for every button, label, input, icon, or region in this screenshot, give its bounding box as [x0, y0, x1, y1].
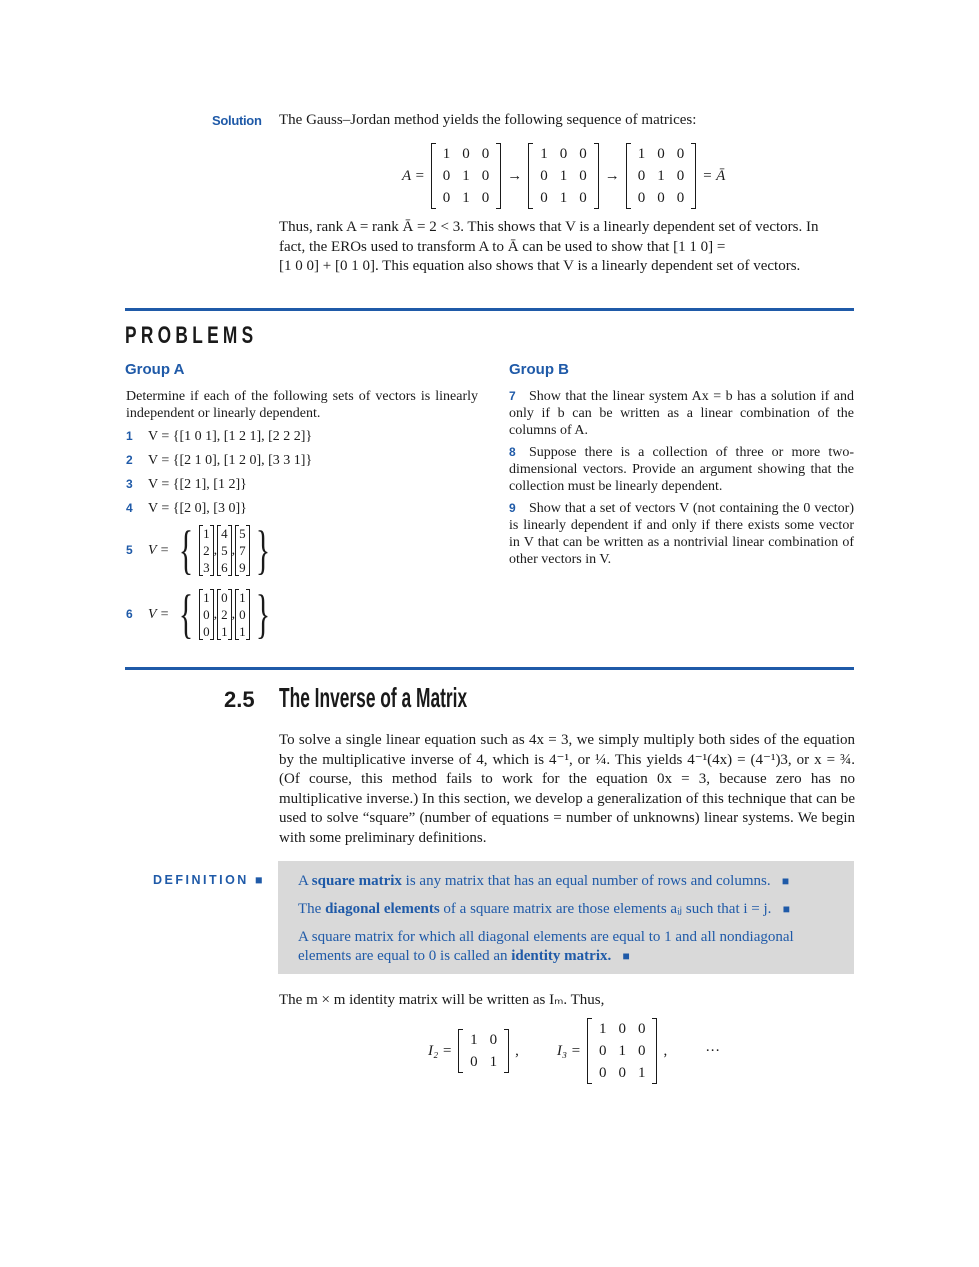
- identity-matrix-3: [587, 1018, 658, 1084]
- identity-2-cell: 1: [470, 1031, 478, 1048]
- matrix-step-2-cell: 1: [559, 189, 568, 206]
- group-a-intro: Determine if each of the following sets of vectors is linearly independent or linearly dependent.: [126, 389, 478, 421]
- matrix-step-2-cell: 1: [559, 167, 568, 184]
- matrix-step-2-cell: 0: [559, 145, 568, 162]
- identity-3-cell: 0: [637, 1020, 646, 1037]
- matrix-a-cell: 1: [462, 189, 470, 206]
- matrix-step-2-cell: 0: [579, 189, 587, 206]
- i2-label: I₂ =: [428, 1042, 453, 1059]
- identity-2-cell: 1: [489, 1053, 498, 1070]
- left-brace: {: [179, 520, 194, 580]
- identity-3-cell: 0: [598, 1042, 607, 1059]
- section-title: The Inverse of a Matrix: [279, 682, 468, 713]
- ellipsis: ···: [705, 1042, 721, 1059]
- arrow-2: →: [604, 167, 620, 184]
- divider-top: [125, 308, 854, 311]
- matrix-rhs: = Ā: [702, 167, 726, 184]
- vector-5-2: 4 5 6: [217, 525, 232, 576]
- matrix-a-cell: 0: [481, 145, 490, 162]
- identity-3-cell: 0: [598, 1064, 607, 1081]
- identity-3-cell: 0: [637, 1042, 646, 1059]
- solution-line-3: [1 0 0] + [0 1 0]. This equation also shows that V is a linearly dependent set of vectors.: [279, 258, 801, 274]
- matrix-a-bar-cell: 1: [657, 167, 665, 184]
- vector-5-1: 1 2 3: [199, 525, 214, 576]
- matrix-step-2-cell: 1: [540, 145, 548, 162]
- solution-line-2: fact, the EROs used to transform A to Ā can be used to show that [1 1 0] =: [279, 238, 726, 255]
- matrix-a-bar-cell: 0: [637, 189, 646, 206]
- identity-3-cell: 1: [637, 1064, 646, 1081]
- arrow-1: →: [507, 167, 523, 184]
- matrix-a-bar: [626, 143, 697, 209]
- section-number: 2.5: [224, 687, 255, 712]
- identity-3-cell: 0: [618, 1064, 626, 1081]
- definition-label: DEFINITION ■: [153, 873, 263, 887]
- identity-text: The m × m identity matrix will be written as Iₘ. Thus,: [279, 992, 605, 1008]
- vector-5-3: 5 7 9: [235, 525, 250, 576]
- matrix-a-bar-cell: 0: [676, 145, 685, 162]
- matrix-step-2: [528, 143, 599, 209]
- solution-label: Solution: [212, 113, 262, 128]
- matrix-a-cell: 1: [462, 167, 470, 184]
- identity-matrix-2: [458, 1029, 509, 1073]
- definition-box: [278, 861, 854, 974]
- problem-6: 6 V = { 1 0 0 , 0 2 1 , 1 0 1 }: [126, 584, 270, 644]
- divider-bottom: [125, 667, 854, 670]
- problem-2: 2 V = {[2 1 0], [1 2 0], [3 3 1]}: [126, 453, 313, 468]
- vector-6-2: 0 2 1: [217, 589, 232, 640]
- definition-square-matrix: A square matrix is any matrix that has an equal number of rows and columns. ■: [298, 873, 790, 889]
- identity-3-cell: 1: [618, 1042, 626, 1059]
- matrix-a-bar-cell: 1: [637, 145, 646, 162]
- group-b-title: Group B: [509, 361, 569, 378]
- matrix-a-cell: 0: [442, 189, 451, 206]
- vector-6-3: 1 0 1: [235, 589, 250, 640]
- right-brace: }: [255, 520, 270, 580]
- matrix-a-cell: 0: [442, 167, 451, 184]
- problem-7: 7 Show that the linear system Ax = b has a solution if and only if b can be written as a linear combination of the columns of A.: [509, 389, 854, 438]
- matrix-a-bar-cell: 0: [676, 167, 685, 184]
- solution-intro: The Gauss–Jordan method yields the following sequence of matrices:: [279, 112, 697, 128]
- matrix-step-2-cell: 0: [579, 167, 587, 184]
- solution-conclusion: [279, 218, 855, 277]
- matrix-a-cell: 0: [481, 167, 490, 184]
- identity-3-cell: 0: [618, 1020, 626, 1037]
- identity-2-cell: 0: [470, 1053, 478, 1070]
- matrix-step-2-cell: 0: [579, 145, 587, 162]
- matrix-a-bar-cell: 0: [657, 145, 665, 162]
- matrix-lhs: A =: [402, 167, 425, 184]
- matrix-step-2-cell: 0: [540, 189, 548, 206]
- identity-3-cell: 1: [598, 1020, 607, 1037]
- matrix-a-bar-cell: 0: [676, 189, 685, 206]
- matrix-a-cell: 0: [481, 189, 490, 206]
- left-brace: {: [179, 584, 194, 644]
- definition-diagonal-elements: The diagonal elements of a square matrix are those elements aᵢⱼ such that i = j. ■: [298, 901, 790, 917]
- section-body: To solve a single linear equation such as 4x = 3, we simply multiply both sides of the equation by the multiplicative inverse of 4, which is 4⁻¹, or ¼. This yields 4⁻¹(4x) = (4⁻¹)3, or x = ¾. (Of course, this method fails to work for the equation 0x = 3, because zero has no multiplicative inverse.) In this section, we develop a generalization of this technique that can be used to solve “square” (number of equations = number of unknowns) linear systems. We begin with some preliminary definitions.: [279, 732, 855, 846]
- matrix-a-bar-cell: 0: [637, 167, 646, 184]
- group-a-title: Group A: [125, 361, 185, 378]
- i3-label: I₃ =: [556, 1042, 581, 1059]
- right-brace: }: [255, 584, 270, 644]
- definition-identity-matrix: A square matrix for which all diagonal elements are equal to 1 and all nondiagonal elements are equal to 0 is called an identity matrix. ■: [298, 929, 794, 964]
- problem-4: 4 V = {[2 0], [3 0]}: [126, 501, 247, 516]
- problem-3: 3 V = {[2 1], [1 2]}: [126, 477, 247, 492]
- vector-6-1: 1 0 0: [199, 589, 214, 640]
- matrix-a-cell: 1: [442, 145, 451, 162]
- gauss-jordan-sequence: [402, 140, 725, 212]
- problem-5: 5 V = { 1 2 3 , 4 5 6 , 5 7 9 }: [126, 520, 270, 580]
- matrix-a-bar-cell: 0: [657, 189, 665, 206]
- matrix-a: [431, 143, 502, 209]
- problems-heading: PROBLEMS: [125, 322, 258, 349]
- solution-line-1: Thus, rank A = rank Ā = 2 < 3. This shows that V is a linearly dependent set of vectors. In: [279, 219, 819, 235]
- problem-1: 1 V = {[1 0 1], [1 2 1], [2 2 2]}: [126, 429, 313, 444]
- problem-9: 9 Show that a set of vectors V (not containing the 0 vector) is linearly dependent if and only if there exists some vector in V that can be written as a nontrivial linear combination of other vectors in V.: [509, 501, 854, 567]
- identity-examples: I₂ = 1 0 0 1 , I₃ = 1 0 0 0 1 0 0 0 1 , ···: [428, 1016, 720, 1086]
- problem-8: 8 Suppose there is a collection of three or more two-dimensional vectors. Provide an argument showing that the collection must be linearly dependent.: [509, 445, 854, 494]
- matrix-step-2-cell: 0: [540, 167, 548, 184]
- matrix-a-cell: 0: [462, 145, 470, 162]
- identity-2-cell: 0: [489, 1031, 498, 1048]
